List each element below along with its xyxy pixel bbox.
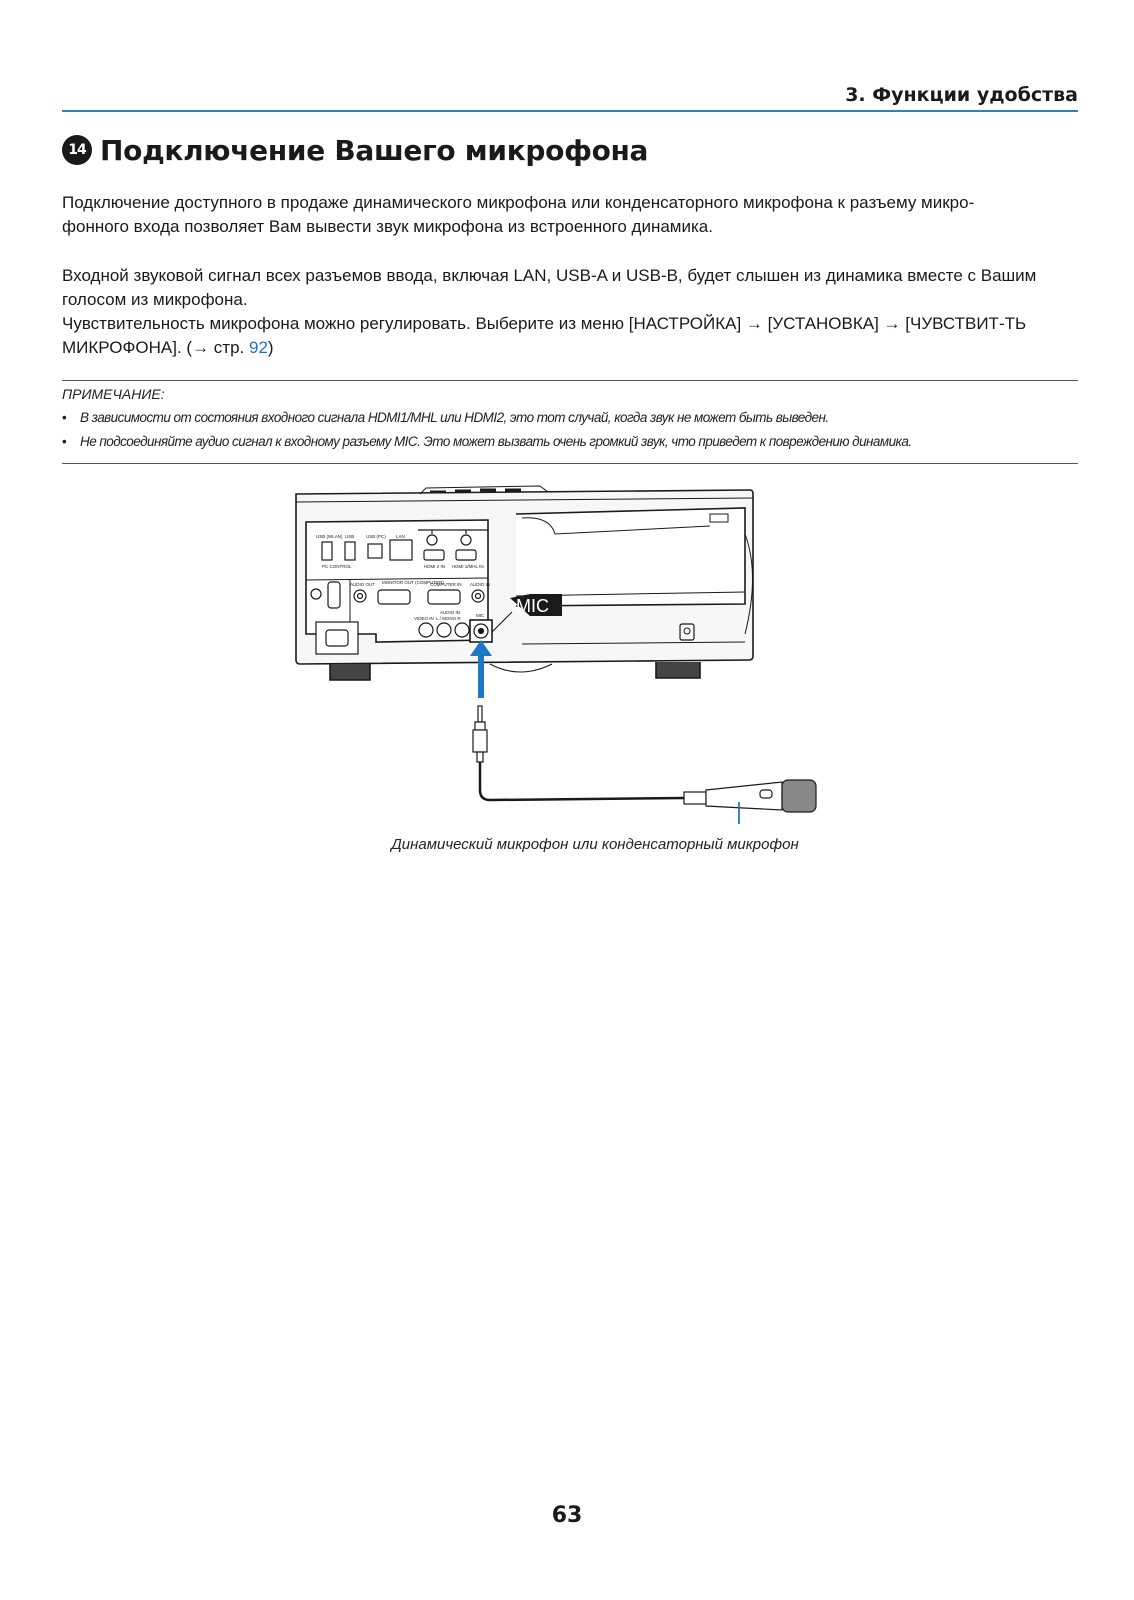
microphone-illustration bbox=[684, 780, 816, 812]
note-item-text: В зависимости от состояния входного сигнала HDMI1/MHL или HDMI2, это тот случай, когда звук не может быть выведен. bbox=[80, 410, 829, 425]
monitor-out-label: MONITOR OUT (COMPUTER) bbox=[382, 580, 444, 585]
usb-pc-label: USB (PC) bbox=[366, 534, 386, 539]
audio-out-label: AUDIO OUT bbox=[350, 582, 376, 587]
computer-in-label: COMPUTER IN bbox=[430, 582, 462, 587]
section-header bbox=[62, 84, 1078, 112]
details-line-4-suffix: ) bbox=[267, 338, 274, 357]
note-box bbox=[62, 380, 1078, 464]
l-mono-r-label: L / MONO R bbox=[436, 616, 461, 621]
mic-callout-label: MIC bbox=[516, 596, 549, 616]
note-item-text: Не подсоединяйте аудио сигнал к входному разъему MIC. Это может вызвать очень громкий звук, что приведет к повреждению динамика. bbox=[80, 434, 912, 449]
lan-label: LAN bbox=[396, 534, 405, 539]
details-line-1: Входной звуковой сигнал всех разъемов ввода, включая LAN, USB-A и USB-B, будет слышен из динамика вместе с Вашим bbox=[62, 266, 1037, 285]
bullet: • bbox=[62, 434, 67, 449]
bullet: • bbox=[62, 410, 67, 425]
details-line-4-prefix: МИКРОФОНА]. (→ стр. bbox=[62, 338, 249, 357]
figure-caption: Динамический микрофон или конденсаторный микрофон bbox=[391, 836, 799, 853]
page-reference-link[interactable]: 92 bbox=[248, 338, 268, 357]
mic-port-label: MIC bbox=[476, 613, 485, 618]
intro-line-2: фонного входа позволяет Вам вывести звук микрофона из встроенного динамика. bbox=[62, 217, 713, 236]
details-line-3: Чувствительность микрофона можно регулировать. Выберите из меню [НАСТРОЙКА] → [УСТАНОВКА] → [ЧУВСТВИТ-ТЬ bbox=[62, 314, 1027, 333]
details-line-4 bbox=[62, 336, 1078, 360]
note-item bbox=[62, 434, 912, 449]
page-title bbox=[62, 130, 648, 170]
video-in-label: VIDEO IN bbox=[414, 616, 434, 621]
mic-plug bbox=[473, 706, 487, 762]
details-paragraph bbox=[62, 264, 1078, 360]
usb-label: USB bbox=[345, 534, 355, 539]
audio-in-label: AUDIO IN bbox=[470, 582, 491, 587]
details-line-2: голосом из микрофона. bbox=[62, 290, 248, 309]
audio-in-group-label: AUDIO IN bbox=[440, 610, 461, 615]
note-item bbox=[62, 410, 829, 425]
section-title: 3. Функции удобства bbox=[845, 84, 1078, 106]
intro-paragraph bbox=[62, 191, 1078, 239]
hdmi2-in-label: HDMI 2 IN bbox=[424, 564, 446, 569]
usb-wlan-label: USB (WLAN) bbox=[316, 534, 343, 539]
pc-control-label: PC CONTROL bbox=[322, 564, 352, 569]
page-number: 63 bbox=[551, 1503, 583, 1528]
intro-line-1: Подключение доступного в продаже динамического микрофона или конденсаторного микрофона к разъему микро- bbox=[62, 193, 975, 212]
section-number-badge: 14 bbox=[62, 135, 92, 165]
hdmi1-in-label: HDMI 1/MHL IN bbox=[452, 564, 484, 569]
projector-connection-diagram bbox=[290, 484, 830, 824]
note-title: ПРИМЕЧАНИЕ: bbox=[62, 386, 165, 402]
mic-cable bbox=[480, 762, 684, 800]
title-text: Подключение Вашего микрофона bbox=[100, 133, 649, 167]
